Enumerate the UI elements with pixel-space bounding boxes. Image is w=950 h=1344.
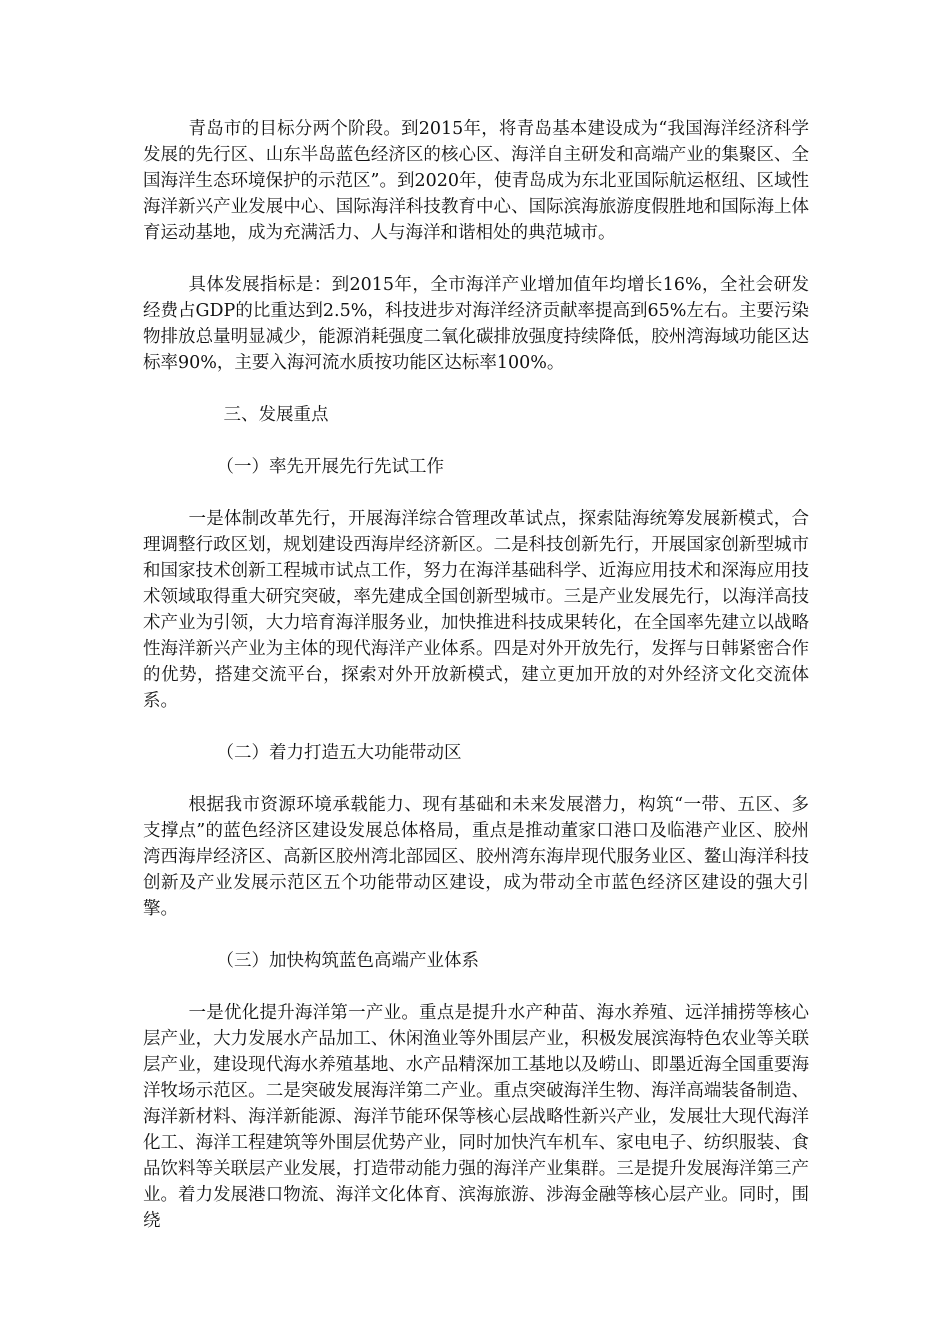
paragraph-industry-system: 一是优化提升海洋第一产业。重点是提升水产种苗、海水养殖、远洋捕捞等核心层产业，大力发展水产品加工、休闲渔业等外围层产业，积极发展滨海特色农业等关联层产业，建设现代海水养殖基地、水产品精深加工基地以及崂山、即墨近海全国重要海洋牧场示范区。二是突破发展海洋第二产业。重点突破海洋生物、海洋高端装备制造、海洋新材料、海洋新能源、海洋节能环保等核心层战略性新兴产业，发展壮大现代海洋化工、海洋工程建筑等外围层优势产业，同时加快汽车机车、家电电子、纺织服装、食品饮料等关联层产业发展，打造带动能力强的海洋产业集群。三是提升发展海洋第三产业。着力发展港口物流、海洋文化体育、滨海旅游、涉海金融等核心层产业。同时，围绕: [143, 1003, 809, 1231]
section-title-development-focus: 三、发展重点: [223, 405, 329, 425]
subsection-title-2: （二）着力打造五大功能带动区: [216, 743, 462, 763]
document-body: [143, 116, 809, 1234]
paragraph-pilot-work: 一是体制改革先行，开展海洋综合管理改革试点，探索陆海统筹发展新模式，合理调整行政区划，规划建设西海岸经济新区。二是科技创新先行，开展国家创新型城市和国家技术创新工程城市试点工作，努力在海洋基础科学、近海应用技术和深海应用技术领域取得重大研究突破，率先建成全国创新型城市。三是产业发展先行，以海洋高技术产业为引领，大力培育海洋服务业，加快推进科技成果转化，在全国率先建立以战略性海洋新兴产业为主体的现代海洋产业体系。四是对外开放先行，发挥与日韩紧密合作的优势，搭建交流平台，探索对外开放新模式，建立更加开放的对外经济文化交流体系。: [143, 509, 809, 711]
subsection-title-3: （三）加快构筑蓝色高端产业体系: [216, 951, 479, 971]
paragraph-indicators: 具体发展指标是：到2015年，全市海洋产业增加值年均增长16%，全社会研发经费占GDP的比重达到2.5%，科技进步对海洋经济贡献率提高到65%左右。主要污染物排放总量明显减少，能源消耗强度二氧化碳排放强度持续降低，胶州湾海域功能区达标率90%，主要入海河流水质按功能区达标率100%。: [143, 275, 809, 373]
paragraph-goals: 青岛市的目标分两个阶段。到2015年，将青岛基本建设成为“我国海洋经济科学发展的先行区、山东半岛蓝色经济区的核心区、海洋自主研发和高端产业的集聚区、全国海洋生态环境保护的示范区”。到2020年，使青岛成为东北亚国际航运枢纽、区域性海洋新兴产业发展中心、国际海洋科技教育中心、国际滨海旅游度假胜地和国际海上体育运动基地，成为充满活力、人与海洋和谐相处的典范城市。: [143, 119, 809, 243]
paragraph-functional-zones: 根据我市资源环境承载能力、现有基础和未来发展潜力，构筑“一带、五区、多支撑点”的蓝色经济区建设发展总体格局，重点是推动董家口港口及临港产业区、胶州湾西海岸经济区、高新区胶州湾北部园区、胶州湾东海岸现代服务业区、鳌山海洋科技创新及产业发展示范区五个功能带动区建设，成为带动全市蓝色经济区建设的强大引擎。: [143, 795, 809, 919]
subsection-title-1: （一）率先开展先行先试工作: [216, 457, 444, 477]
